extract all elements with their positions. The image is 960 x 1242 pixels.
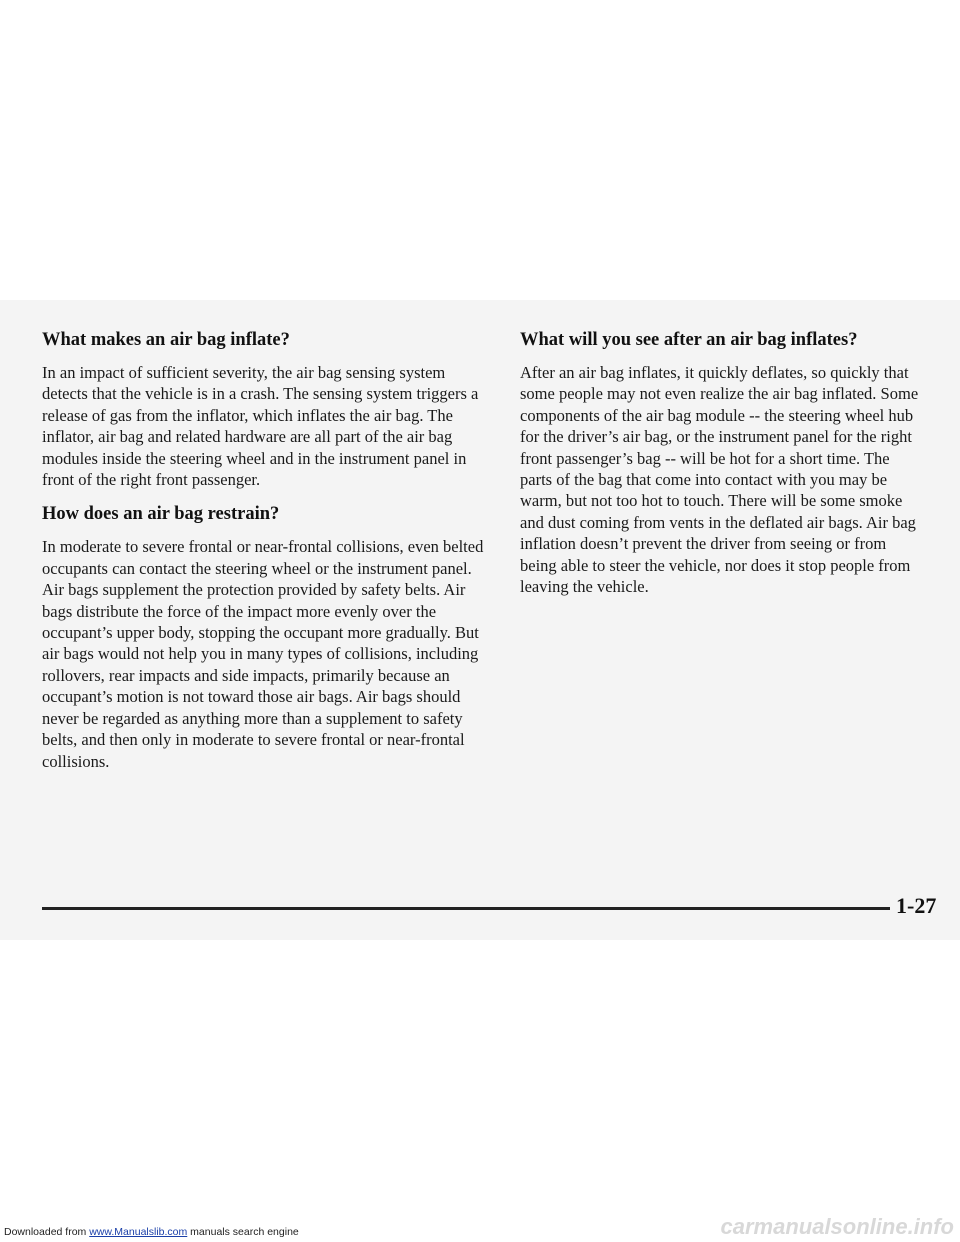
footer-rule (42, 907, 890, 910)
heading-after-air-bag-inflates: What will you see after an air bag inflates? (520, 330, 858, 350)
source-prefix: Downloaded from (4, 1226, 90, 1238)
paragraph-air-bag-inflate: In an impact of sufficient severity, the air bag sensing system detects that the vehicle is in a crash. The sensing system triggers a release of gas from the inflator, which inflates the air bag. The inflator, air bag and related hardware are all part of the air bag modules inside the steering wheel and in the instrument panel in front of the right front passenger. (42, 363, 479, 490)
paragraph-after-air-bag-inflates: After an air bag inflates, it quickly deflates, so quickly that some people may not even realize the air bag inflated. Some components of the air bag module -- the steering wheel hub for the driver’s air bag, or the instrument panel for the right front passenger’s bag -- will be hot for a short time. The parts of the bag that come into contact with you may be warm, but not too hot to touch. There will be some smoke and dust coming from vents in the deflated air bags. Air bag inflation doesn’t prevent the driver from seeing or from being able to steer the vehicle, nor does it stop people from leaving the vehicle. (520, 363, 919, 597)
heading-how-air-bag-restrain: How does an air bag restrain? (42, 504, 280, 525)
manualslib-link[interactable]: www.Manualslib.com (89, 1226, 188, 1238)
watermark-logo: carmanualsonline.info (720, 1214, 954, 1239)
source-suffix: manuals search engine (187, 1226, 299, 1238)
paragraph-air-bag-restrain: In moderate to severe frontal or near-frontal collisions, even belted occupants can contact the steering wheel or the instrument panel. Air bags supplement the protection provided by safety belts. Air bags distribute the force of the impact more evenly over the occupant’s upper body, stopping the occupant more gradually. But air bags would not help you in many types of collisions, including rollovers, rear impacts and side impacts, primarily because an occupant’s motion is not toward those air bags. Air bags should never be regarded as anything more than a supplement to safety belts, and then only in moderate to severe frontal or near-frontal collisions. (42, 537, 484, 771)
page-number: 1-27 (896, 893, 937, 918)
left-column (42, 328, 490, 784)
heading-what-makes-air-bag-inflate: What makes an air bag inflate? (42, 330, 290, 350)
right-column (520, 328, 920, 609)
source-attribution (4, 1226, 299, 1238)
